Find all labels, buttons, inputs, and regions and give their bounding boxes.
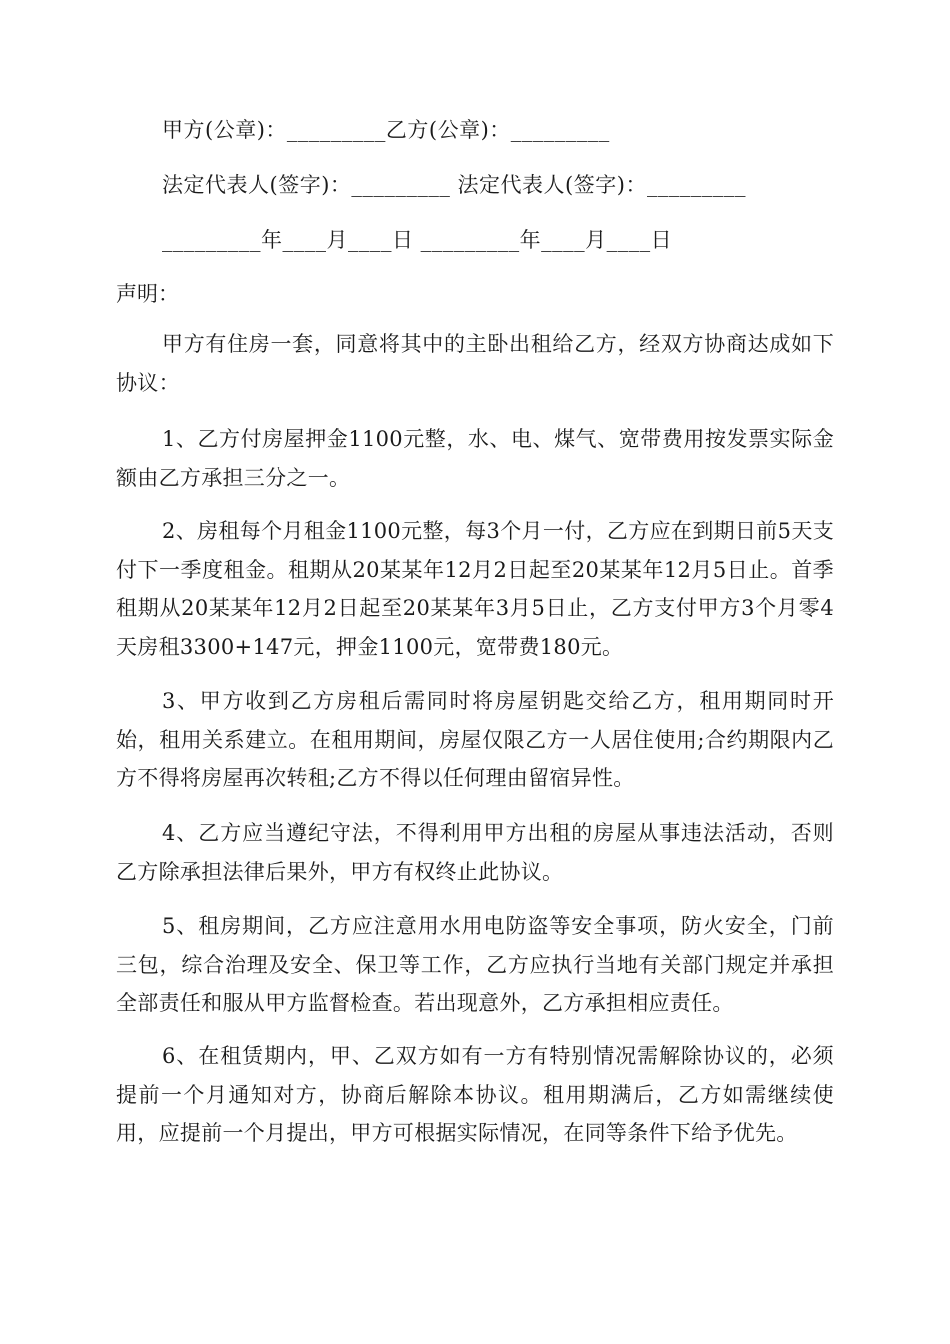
paragraph-clause-1: 1、乙方付房屋押金1100元整，水、电、煤气、宽带费用按发票实际金额由乙方承担三分之一。 (116, 427, 834, 490)
declaration-heading: 声明： (116, 282, 179, 306)
paragraph-clause-2: 2、房租每个月租金1100元整，每3个月一付，乙方应在到期日前5天支付下一季度租金。租期从20某某年12月2日起至20某某年12月5日止。首季租期从20某某年12月2日起至20某某年3月5日止，乙方支付甲方3个月零4天房租3300+147元，押金1100元，宽带费180元。 (116, 519, 834, 659)
paragraph-intro: 甲方有住房一套，同意将其中的主卧出租给乙方，经双方协商达成如下协议： (116, 332, 834, 395)
paragraph-clause-3: 3、甲方收到乙方房租后需同时将房屋钥匙交给乙方，租用期同时开始，租用关系建立。在租用期间，房屋仅限乙方一人居住使用;合约期限内乙方不得将房屋再次转租;乙方不得以任何理由留宿异性。 (116, 689, 834, 790)
signature-date-line: _________年____月____日 _________年____月____日 (162, 228, 673, 252)
paragraph-clause-4: 4、乙方应当遵纪守法，不得利用甲方出租的房屋从事违法活动，否则乙方除承担法律后果外，甲方有权终止此协议。 (116, 821, 834, 884)
signature-party-seal-line: 甲方(公章)：_________乙方(公章)：_________ (162, 118, 610, 142)
paragraph-clause-6: 6、在租赁期内，甲、乙双方如有一方有特别情况需解除协议的，必须提前一个月通知对方，协商后解除本协议。租用期满后，乙方如需继续使用，应提前一个月提出，甲方可根据实际情况，在同等条件下给予优先。 (116, 1044, 834, 1145)
signature-representative-line: 法定代表人(签字)：_________ 法定代表人(签字)：_________ (162, 173, 746, 197)
paragraph-clause-5: 5、租房期间，乙方应注意用水用电防盗等安全事项，防火安全，门前三包，综合治理及安全、保卫等工作，乙方应执行当地有关部门规定并承担全部责任和服从甲方监督检查。若出现意外，乙方承担相应责任。 (116, 914, 834, 1015)
